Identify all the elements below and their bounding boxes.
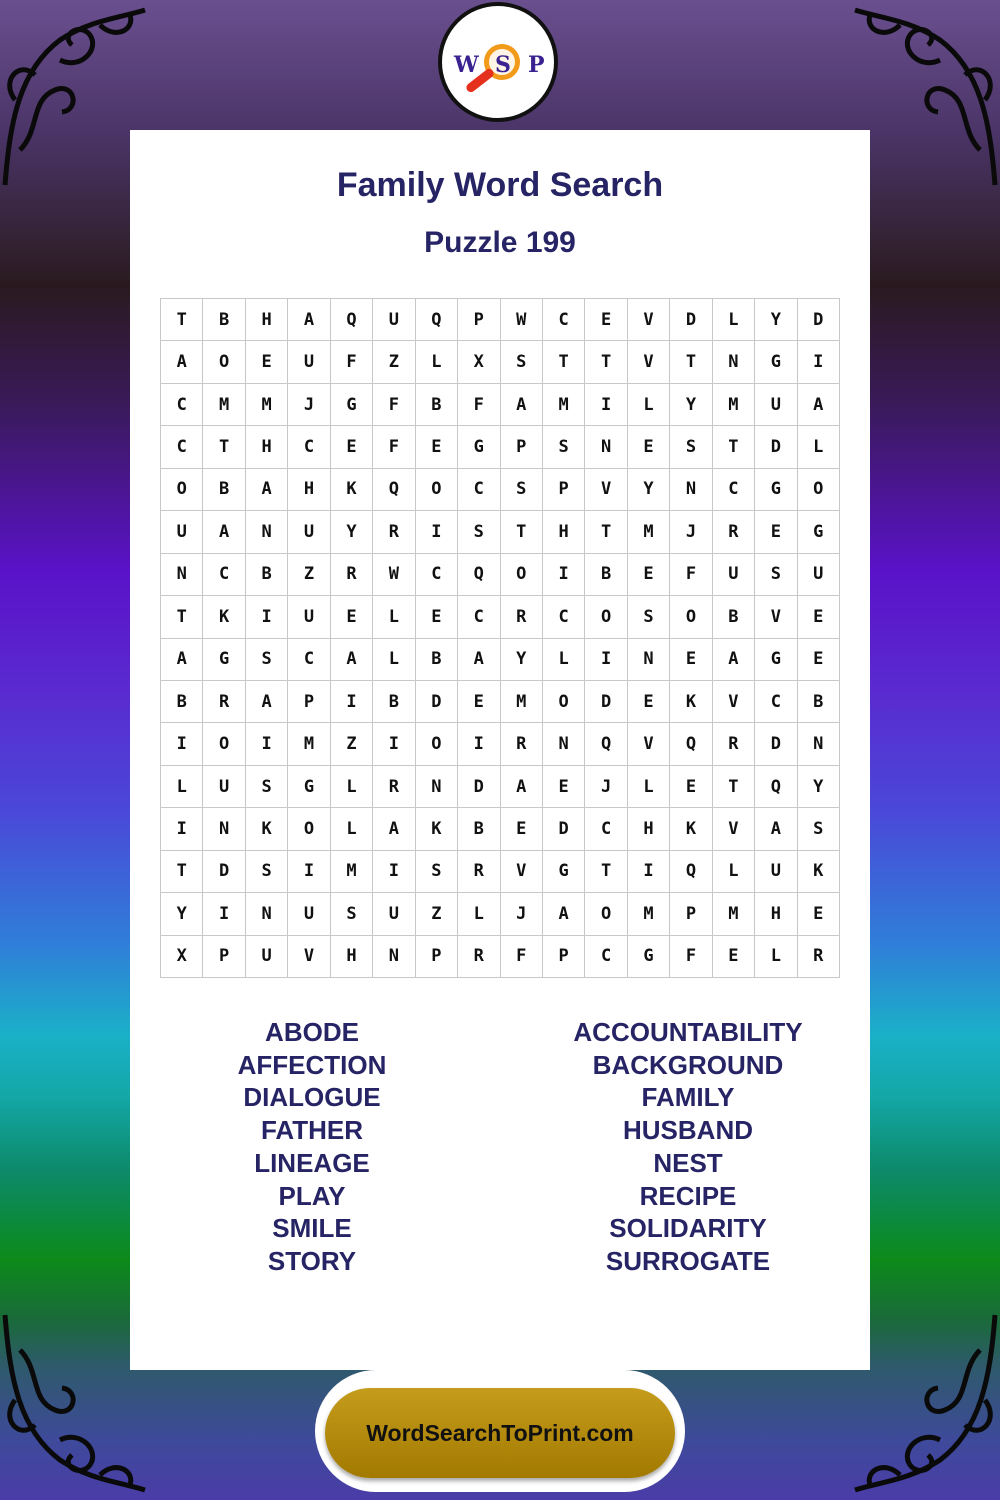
grid-cell: T (203, 426, 245, 468)
grid-cell: J (288, 384, 330, 426)
grid-cell: L (458, 893, 500, 935)
grid-cell: S (246, 639, 288, 681)
grid-cell: U (246, 936, 288, 978)
grid-cell: S (246, 851, 288, 893)
grid-cell: B (416, 639, 458, 681)
grid-cell: M (713, 893, 755, 935)
grid-cell: Q (458, 554, 500, 596)
grid-cell: O (161, 469, 203, 511)
grid-cell: S (798, 808, 840, 850)
grid-cell: C (458, 469, 500, 511)
word-item: SOLIDARITY (609, 1213, 767, 1244)
grid-cell: R (331, 554, 373, 596)
grid-cell: T (713, 766, 755, 808)
grid-cell: I (585, 384, 627, 426)
grid-cell: L (161, 766, 203, 808)
grid-cell: L (543, 639, 585, 681)
grid-cell: P (416, 936, 458, 978)
grid-cell: Z (373, 341, 415, 383)
grid-cell: K (670, 808, 712, 850)
grid-cell: E (713, 936, 755, 978)
grid-cell: O (203, 341, 245, 383)
grid-cell: I (458, 723, 500, 765)
grid-cell: N (203, 808, 245, 850)
grid-cell: N (670, 469, 712, 511)
grid-cell: Z (331, 723, 373, 765)
grid-cell: P (203, 936, 245, 978)
grid-cell: M (628, 893, 670, 935)
grid-cell: P (501, 426, 543, 468)
site-link-button[interactable] (325, 1388, 675, 1478)
grid-cell: M (501, 681, 543, 723)
grid-cell: A (713, 639, 755, 681)
grid-cell: L (755, 936, 797, 978)
grid-cell: E (755, 511, 797, 553)
grid-cell: G (543, 851, 585, 893)
grid-cell: R (373, 766, 415, 808)
grid-cell: A (161, 341, 203, 383)
grid-cell: S (755, 554, 797, 596)
grid-cell: C (543, 299, 585, 341)
grid-cell: U (288, 341, 330, 383)
grid-cell: S (331, 893, 373, 935)
grid-cell: L (416, 341, 458, 383)
grid-cell: Q (670, 851, 712, 893)
grid-cell: D (203, 851, 245, 893)
grid-cell: E (331, 426, 373, 468)
grid-cell: M (331, 851, 373, 893)
grid-cell: G (331, 384, 373, 426)
grid-cell: B (585, 554, 627, 596)
grid-cell: I (373, 851, 415, 893)
grid-cell: G (458, 426, 500, 468)
grid-cell: C (458, 596, 500, 638)
grid-cell: T (501, 511, 543, 553)
grid-cell: I (798, 341, 840, 383)
grid-cell: H (543, 511, 585, 553)
grid-cell: E (628, 426, 670, 468)
grid-cell: G (203, 639, 245, 681)
grid-cell: Y (755, 299, 797, 341)
grid-cell: L (713, 851, 755, 893)
grid-cell: A (288, 299, 330, 341)
grid-cell: C (161, 426, 203, 468)
grid-cell: G (798, 511, 840, 553)
grid-cell: T (161, 596, 203, 638)
word-item: ABODE (265, 1017, 359, 1047)
grid-cell: M (246, 384, 288, 426)
site-banner[interactable] (315, 1370, 685, 1492)
word-item: HUSBAND (623, 1115, 753, 1146)
grid-cell: I (246, 723, 288, 765)
grid-cell: K (798, 851, 840, 893)
grid-cell: I (246, 596, 288, 638)
word-list-left (127, 1016, 497, 1278)
grid-cell: T (670, 341, 712, 383)
grid-cell: Q (416, 299, 458, 341)
grid-cell: L (331, 808, 373, 850)
grid-cell: H (246, 299, 288, 341)
grid-cell: D (416, 681, 458, 723)
word-item: NEST (653, 1147, 723, 1178)
grid-cell: H (331, 936, 373, 978)
grid-cell: I (161, 723, 203, 765)
grid-cell: J (670, 511, 712, 553)
grid-cell: X (161, 936, 203, 978)
word-item: ACCOUNTABILITY (573, 1017, 803, 1047)
grid-cell: V (628, 299, 670, 341)
grid-cell: M (628, 511, 670, 553)
grid-cell: B (203, 469, 245, 511)
grid-cell: O (543, 681, 585, 723)
grid-cell: A (543, 893, 585, 935)
word-item: AFFECTION (237, 1049, 387, 1080)
grid-cell: F (458, 384, 500, 426)
grid-cell: E (246, 341, 288, 383)
grid-cell: V (713, 681, 755, 723)
grid-cell: M (288, 723, 330, 765)
grid-cell: L (373, 639, 415, 681)
grid-cell: R (458, 851, 500, 893)
puzzle-number: Puzzle 199 (424, 226, 576, 259)
grid-cell: U (288, 511, 330, 553)
grid-cell: O (585, 893, 627, 935)
grid-cell: V (628, 341, 670, 383)
grid-cell: E (628, 681, 670, 723)
grid-cell: I (543, 554, 585, 596)
grid-cell: Q (755, 766, 797, 808)
grid-cell: V (755, 596, 797, 638)
grid-cell: L (798, 426, 840, 468)
word-item: PLAY (278, 1180, 346, 1211)
grid-cell: B (713, 596, 755, 638)
grid-cell: V (288, 936, 330, 978)
grid-cell: T (585, 341, 627, 383)
grid-cell: W (501, 299, 543, 341)
grid-cell: A (501, 384, 543, 426)
grid-cell: E (798, 596, 840, 638)
grid-cell: S (501, 469, 543, 511)
grid-cell: O (416, 469, 458, 511)
grid-cell: V (501, 851, 543, 893)
grid-cell: B (203, 299, 245, 341)
grid-cell: Q (331, 299, 373, 341)
grid-cell: D (798, 299, 840, 341)
grid-cell: H (755, 893, 797, 935)
grid-cell: P (458, 299, 500, 341)
grid-cell: C (161, 384, 203, 426)
grid-cell: A (373, 808, 415, 850)
grid-cell: S (458, 511, 500, 553)
grid-cell: R (373, 511, 415, 553)
grid-cell: Z (288, 554, 330, 596)
grid-cell: K (670, 681, 712, 723)
grid-cell: K (416, 808, 458, 850)
grid-cell: V (628, 723, 670, 765)
logo-letter-p: P (528, 52, 545, 78)
word-item: STORY (267, 1245, 357, 1276)
grid-cell: D (543, 808, 585, 850)
site-link-text: WordSearchToPrint.com (366, 1419, 634, 1446)
grid-cell: B (458, 808, 500, 850)
grid-cell: V (713, 808, 755, 850)
grid-cell: P (543, 469, 585, 511)
grid-cell: E (416, 426, 458, 468)
grid-cell: E (670, 639, 712, 681)
grid-cell: M (543, 384, 585, 426)
grid-cell: C (585, 936, 627, 978)
grid-cell: C (416, 554, 458, 596)
grid-cell: X (458, 341, 500, 383)
grid-cell: C (288, 639, 330, 681)
grid-cell: C (713, 469, 755, 511)
grid-cell: Y (331, 511, 373, 553)
corner-ornament-top-right (850, 0, 1000, 190)
grid-cell: T (585, 851, 627, 893)
grid-cell: A (203, 511, 245, 553)
corner-ornament-top-left (0, 0, 150, 190)
grid-cell: F (670, 554, 712, 596)
word-item: RECIPE (639, 1180, 737, 1211)
grid-cell: R (798, 936, 840, 978)
grid-cell: U (713, 554, 755, 596)
grid-cell: E (543, 766, 585, 808)
grid-cell: J (585, 766, 627, 808)
grid-cell: S (246, 766, 288, 808)
grid-cell: T (713, 426, 755, 468)
grid-cell: G (755, 469, 797, 511)
grid-cell: S (628, 596, 670, 638)
grid-cell: R (458, 936, 500, 978)
grid-cell: H (288, 469, 330, 511)
grid-cell: R (203, 681, 245, 723)
grid-cell: F (501, 936, 543, 978)
letter-grid (160, 298, 840, 978)
grid-cell: O (416, 723, 458, 765)
grid-cell: F (373, 426, 415, 468)
grid-cell: G (755, 639, 797, 681)
word-item: FATHER (260, 1115, 364, 1146)
grid-cell: E (798, 639, 840, 681)
grid-cell: N (543, 723, 585, 765)
grid-cell: N (246, 511, 288, 553)
grid-cell: U (798, 554, 840, 596)
grid-cell: S (501, 341, 543, 383)
grid-cell: Y (670, 384, 712, 426)
grid-cell: U (161, 511, 203, 553)
grid-cell: V (585, 469, 627, 511)
grid-cell: I (161, 808, 203, 850)
grid-cell: R (501, 596, 543, 638)
grid-cell: H (246, 426, 288, 468)
grid-cell: C (585, 808, 627, 850)
grid-cell: B (798, 681, 840, 723)
wsp-logo[interactable] (438, 2, 558, 122)
grid-cell: G (628, 936, 670, 978)
grid-cell: B (246, 554, 288, 596)
grid-cell: D (458, 766, 500, 808)
page-title: Family Word Search (336, 166, 664, 204)
grid-cell: I (288, 851, 330, 893)
grid-cell: U (373, 893, 415, 935)
grid-cell: L (628, 384, 670, 426)
grid-cell: A (755, 808, 797, 850)
grid-cell: C (203, 554, 245, 596)
logo-letter-w: W (454, 52, 479, 78)
grid-cell: Y (161, 893, 203, 935)
grid-cell: U (288, 893, 330, 935)
grid-cell: N (161, 554, 203, 596)
grid-cell: C (543, 596, 585, 638)
grid-cell: I (331, 681, 373, 723)
grid-cell: I (203, 893, 245, 935)
grid-cell: M (203, 384, 245, 426)
grid-cell: K (331, 469, 373, 511)
word-item: LINEAGE (254, 1147, 370, 1178)
grid-cell: Y (628, 469, 670, 511)
grid-cell: L (373, 596, 415, 638)
grid-cell: A (798, 384, 840, 426)
grid-cell: U (288, 596, 330, 638)
grid-cell: A (246, 469, 288, 511)
puzzle-card (130, 130, 870, 1370)
grid-cell: N (416, 766, 458, 808)
grid-cell: A (458, 639, 500, 681)
grid-cell: L (713, 299, 755, 341)
grid-cell: A (161, 639, 203, 681)
grid-cell: G (755, 341, 797, 383)
word-item: SMILE (272, 1213, 352, 1244)
grid-cell: T (543, 341, 585, 383)
grid-cell: U (203, 766, 245, 808)
word-item: DIALOGUE (243, 1082, 381, 1113)
grid-cell: B (416, 384, 458, 426)
grid-cell: L (628, 766, 670, 808)
grid-cell: N (798, 723, 840, 765)
grid-cell: B (161, 681, 203, 723)
grid-cell: P (543, 936, 585, 978)
grid-cell: T (161, 851, 203, 893)
grid-cell: E (458, 681, 500, 723)
grid-cell: A (331, 639, 373, 681)
logo-letter-s: S (495, 52, 511, 78)
grid-cell: U (373, 299, 415, 341)
grid-cell: T (161, 299, 203, 341)
grid-cell: Z (416, 893, 458, 935)
grid-cell: E (331, 596, 373, 638)
grid-cell: S (543, 426, 585, 468)
grid-cell: D (755, 723, 797, 765)
word-item: SURROGATE (605, 1245, 771, 1276)
grid-cell: Q (585, 723, 627, 765)
grid-cell: N (246, 893, 288, 935)
grid-cell: I (416, 511, 458, 553)
grid-cell: P (288, 681, 330, 723)
grid-cell: P (670, 893, 712, 935)
grid-cell: N (373, 936, 415, 978)
grid-cell: C (755, 681, 797, 723)
corner-ornament-bottom-right (850, 1310, 1000, 1500)
grid-cell: O (203, 723, 245, 765)
word-item: FAMILY (641, 1082, 735, 1113)
grid-cell: D (755, 426, 797, 468)
grid-cell: Y (798, 766, 840, 808)
grid-cell: B (373, 681, 415, 723)
word-item: BACKGROUND (592, 1049, 784, 1080)
grid-cell: F (373, 384, 415, 426)
grid-cell: H (628, 808, 670, 850)
grid-cell: J (501, 893, 543, 935)
grid-cell: D (670, 299, 712, 341)
grid-cell: F (331, 341, 373, 383)
grid-cell: E (585, 299, 627, 341)
grid-cell: F (670, 936, 712, 978)
grid-cell: E (628, 554, 670, 596)
grid-cell: M (713, 384, 755, 426)
grid-cell: E (798, 893, 840, 935)
grid-cell: U (755, 384, 797, 426)
grid-cell: I (585, 639, 627, 681)
grid-cell: I (373, 723, 415, 765)
grid-cell: S (416, 851, 458, 893)
grid-cell: S (670, 426, 712, 468)
corner-ornament-bottom-left (0, 1310, 150, 1500)
grid-cell: U (755, 851, 797, 893)
grid-cell: E (670, 766, 712, 808)
grid-cell: K (246, 808, 288, 850)
grid-cell: Y (501, 639, 543, 681)
grid-cell: Q (373, 469, 415, 511)
grid-cell: A (501, 766, 543, 808)
word-list-right (503, 1016, 873, 1278)
grid-cell: O (670, 596, 712, 638)
grid-cell: C (288, 426, 330, 468)
grid-cell: O (585, 596, 627, 638)
grid-cell: K (203, 596, 245, 638)
grid-cell: T (585, 511, 627, 553)
grid-cell: W (373, 554, 415, 596)
grid-cell: E (416, 596, 458, 638)
grid-cell: N (713, 341, 755, 383)
grid-cell: N (628, 639, 670, 681)
grid-cell: E (501, 808, 543, 850)
grid-cell: R (713, 723, 755, 765)
grid-cell: Q (670, 723, 712, 765)
grid-cell: I (628, 851, 670, 893)
grid-cell: R (501, 723, 543, 765)
grid-cell: O (798, 469, 840, 511)
grid-cell: O (501, 554, 543, 596)
grid-cell: N (585, 426, 627, 468)
grid-cell: L (331, 766, 373, 808)
grid-cell: A (246, 681, 288, 723)
grid-cell: G (288, 766, 330, 808)
grid-cell: O (288, 808, 330, 850)
grid-cell: D (585, 681, 627, 723)
grid-cell: R (713, 511, 755, 553)
